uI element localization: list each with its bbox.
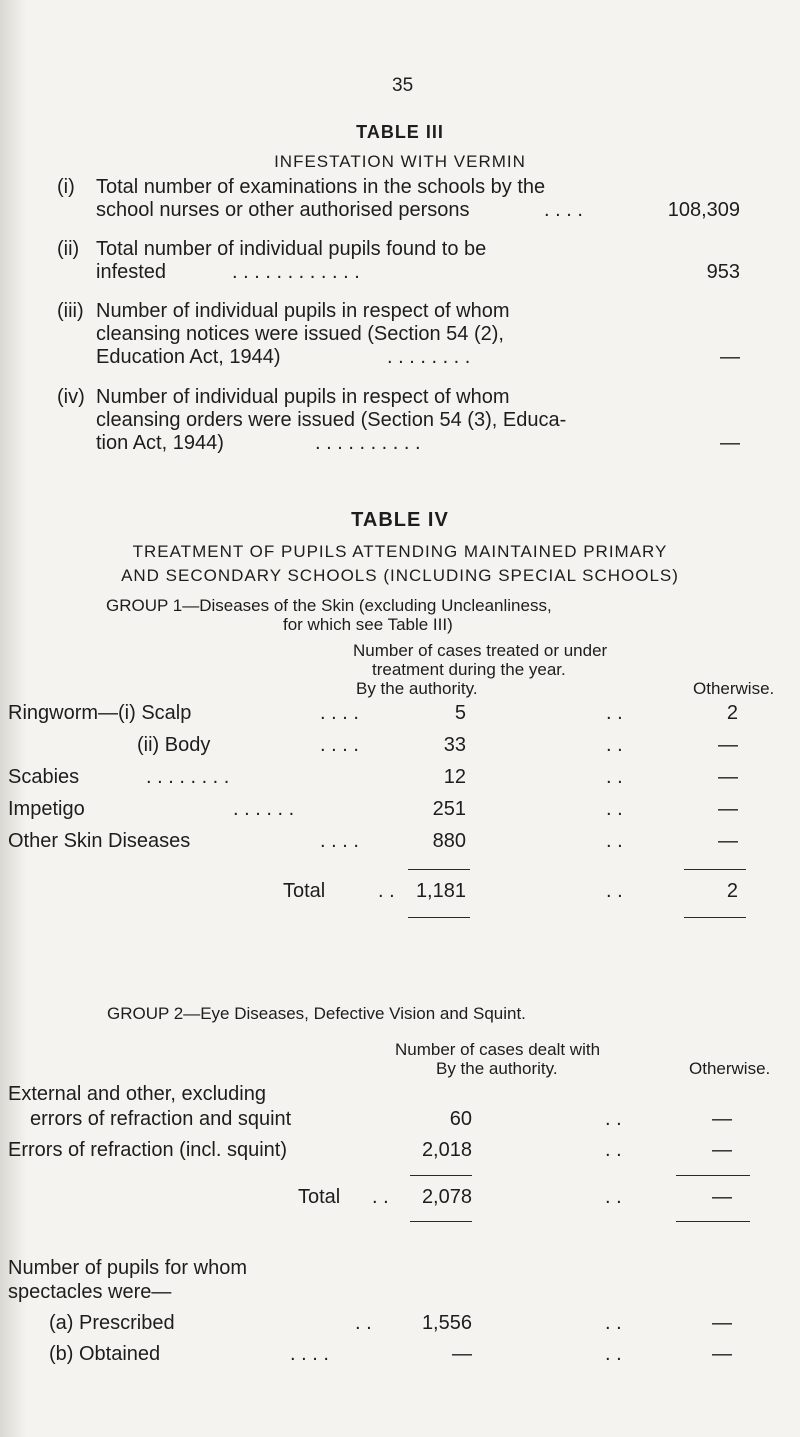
group2-heading: GROUP 2—Eye Diseases, Defective Vision and Squint. xyxy=(107,1004,526,1023)
leader-dots: . . xyxy=(606,702,623,724)
table4-title: TABLE IV xyxy=(351,509,449,531)
otherwise-value: — xyxy=(712,1108,732,1130)
leader-dots: . . xyxy=(605,1139,622,1161)
leader-dots: . . . . . . xyxy=(233,798,295,820)
otherwise-value: 2 xyxy=(726,702,738,724)
item-value: 953 xyxy=(706,261,740,283)
total-otherwise: 2 xyxy=(726,880,738,902)
item-value: — xyxy=(720,346,740,368)
page-number: 35 xyxy=(392,75,414,96)
column-by-authority: By the authority. xyxy=(436,1059,558,1078)
by-authority-value: 1,556 xyxy=(421,1312,472,1334)
otherwise-value: — xyxy=(712,1343,732,1365)
column-otherwise: Otherwise. xyxy=(689,1059,771,1078)
spectacles-heading: spectacles were— xyxy=(8,1281,172,1303)
row-label: Ringworm—(i) Scalp xyxy=(8,702,192,724)
spectacles-heading: Number of pupils for whom xyxy=(8,1257,247,1279)
item-text-line: cleansing orders were issued (Section 54 (3), Educa- xyxy=(96,409,567,431)
leader-dots: . . . . xyxy=(320,702,359,724)
leader-dots: . . xyxy=(378,880,395,902)
item-number: (i) xyxy=(57,176,75,198)
leader-dots: . . . . . . . . xyxy=(387,346,471,368)
item-number: (iii) xyxy=(57,300,84,322)
otherwise-value: — xyxy=(712,1139,732,1161)
leader-dots: . . xyxy=(606,734,623,756)
item-text-line: Total number of examinations in the schools by the xyxy=(96,176,546,198)
sum-rule xyxy=(676,1175,750,1176)
leader-dots: . . . . . . . . xyxy=(146,766,230,788)
sum-rule xyxy=(410,1175,472,1176)
by-authority-value: 251 xyxy=(432,798,466,820)
group1-heading: for which see Table III) xyxy=(283,615,453,634)
total-label: Total xyxy=(298,1186,341,1208)
group1-column-header: Number of cases treated or under xyxy=(353,641,608,660)
row-label: (a) Prescribed xyxy=(49,1312,175,1334)
column-otherwise: Otherwise. xyxy=(693,679,775,698)
leader-dots: . . xyxy=(606,766,623,788)
leader-dots: . . xyxy=(372,1186,389,1208)
total-by-authority: 1,181 xyxy=(415,880,466,902)
table4-subtitle: TREATMENT OF PUPILS ATTENDING MAINTAINED PRIMARY xyxy=(132,542,668,561)
row-label: Errors of refraction (incl. squint) xyxy=(8,1139,287,1161)
leader-dots: . . xyxy=(605,1186,622,1208)
item-number: (ii) xyxy=(57,238,80,260)
sum-rule xyxy=(684,869,746,870)
row-label: Impetigo xyxy=(8,798,85,820)
row-label: (ii) Body xyxy=(137,734,211,756)
leader-dots: . . xyxy=(606,798,623,820)
row-label: errors of refraction and squint xyxy=(30,1108,292,1130)
leader-dots: . . . . . . . . . . xyxy=(315,432,421,454)
leader-dots: . . . . xyxy=(320,734,359,756)
by-authority-value: — xyxy=(452,1343,472,1365)
total-otherwise: — xyxy=(712,1186,732,1208)
item-text-line: Education Act, 1944) xyxy=(96,346,281,368)
by-authority-value: 880 xyxy=(432,830,466,852)
item-text-line: infested xyxy=(96,261,167,283)
group2-column-header: Number of cases dealt with xyxy=(395,1040,601,1059)
sum-rule xyxy=(676,1221,750,1222)
total-label: Total xyxy=(283,880,326,902)
by-authority-value: 12 xyxy=(443,766,466,788)
row-label: (b) Obtained xyxy=(49,1343,161,1365)
leader-dots: . . . . xyxy=(290,1343,329,1365)
item-text-line: Number of individual pupils in respect of whom xyxy=(96,300,510,322)
leader-dots: . . xyxy=(355,1312,372,1334)
leader-dots: . . xyxy=(606,830,623,852)
leader-dots: . . xyxy=(605,1312,622,1334)
leader-dots: . . . . xyxy=(544,199,583,221)
leader-dots: . . . . . . . . . . . . xyxy=(232,261,360,283)
otherwise-value: — xyxy=(718,830,738,852)
item-value: — xyxy=(720,432,740,454)
row-label: External and other, excluding xyxy=(8,1083,266,1105)
item-text-line: school nurses or other authorised persons xyxy=(96,199,470,221)
leader-dots: . . . . xyxy=(320,830,359,852)
otherwise-value: — xyxy=(718,734,738,756)
total-by-authority: 2,078 xyxy=(421,1186,472,1208)
leader-dots: . . xyxy=(606,880,623,902)
row-label: Other Skin Diseases xyxy=(8,830,191,852)
item-text-line: Total number of individual pupils found to be xyxy=(96,238,487,260)
group1-column-header: treatment during the year. xyxy=(372,660,566,679)
by-authority-value: 5 xyxy=(454,702,466,724)
item-text-line: Number of individual pupils in respect of whom xyxy=(96,386,510,408)
by-authority-value: 2,018 xyxy=(421,1139,472,1161)
item-text-line: tion Act, 1944) xyxy=(96,432,224,454)
otherwise-value: — xyxy=(718,766,738,788)
item-number: (iv) xyxy=(57,386,85,408)
leader-dots: . . xyxy=(605,1108,622,1130)
sum-rule xyxy=(410,1221,472,1222)
sum-rule xyxy=(408,869,470,870)
otherwise-value: — xyxy=(712,1312,732,1334)
group1-heading: GROUP 1—Diseases of the Skin (excluding Uncleanliness, xyxy=(106,596,552,615)
by-authority-value: 33 xyxy=(443,734,466,756)
item-text-line: cleansing notices were issued (Section 54 (2), xyxy=(96,323,504,345)
leader-dots: . . xyxy=(605,1343,622,1365)
table4-subtitle: AND SECONDARY SCHOOLS (INCLUDING SPECIAL SCHOOLS) xyxy=(121,566,679,585)
sum-rule xyxy=(408,917,470,918)
row-label: Scabies xyxy=(8,766,80,788)
otherwise-value: — xyxy=(718,798,738,820)
sum-rule xyxy=(684,917,746,918)
column-by-authority: By the authority. xyxy=(356,679,478,698)
table3-title: TABLE III xyxy=(356,122,444,142)
item-value: 108,309 xyxy=(667,199,740,221)
by-authority-value: 60 xyxy=(449,1108,472,1130)
table3-subtitle: INFESTATION WITH VERMIN xyxy=(274,152,526,171)
